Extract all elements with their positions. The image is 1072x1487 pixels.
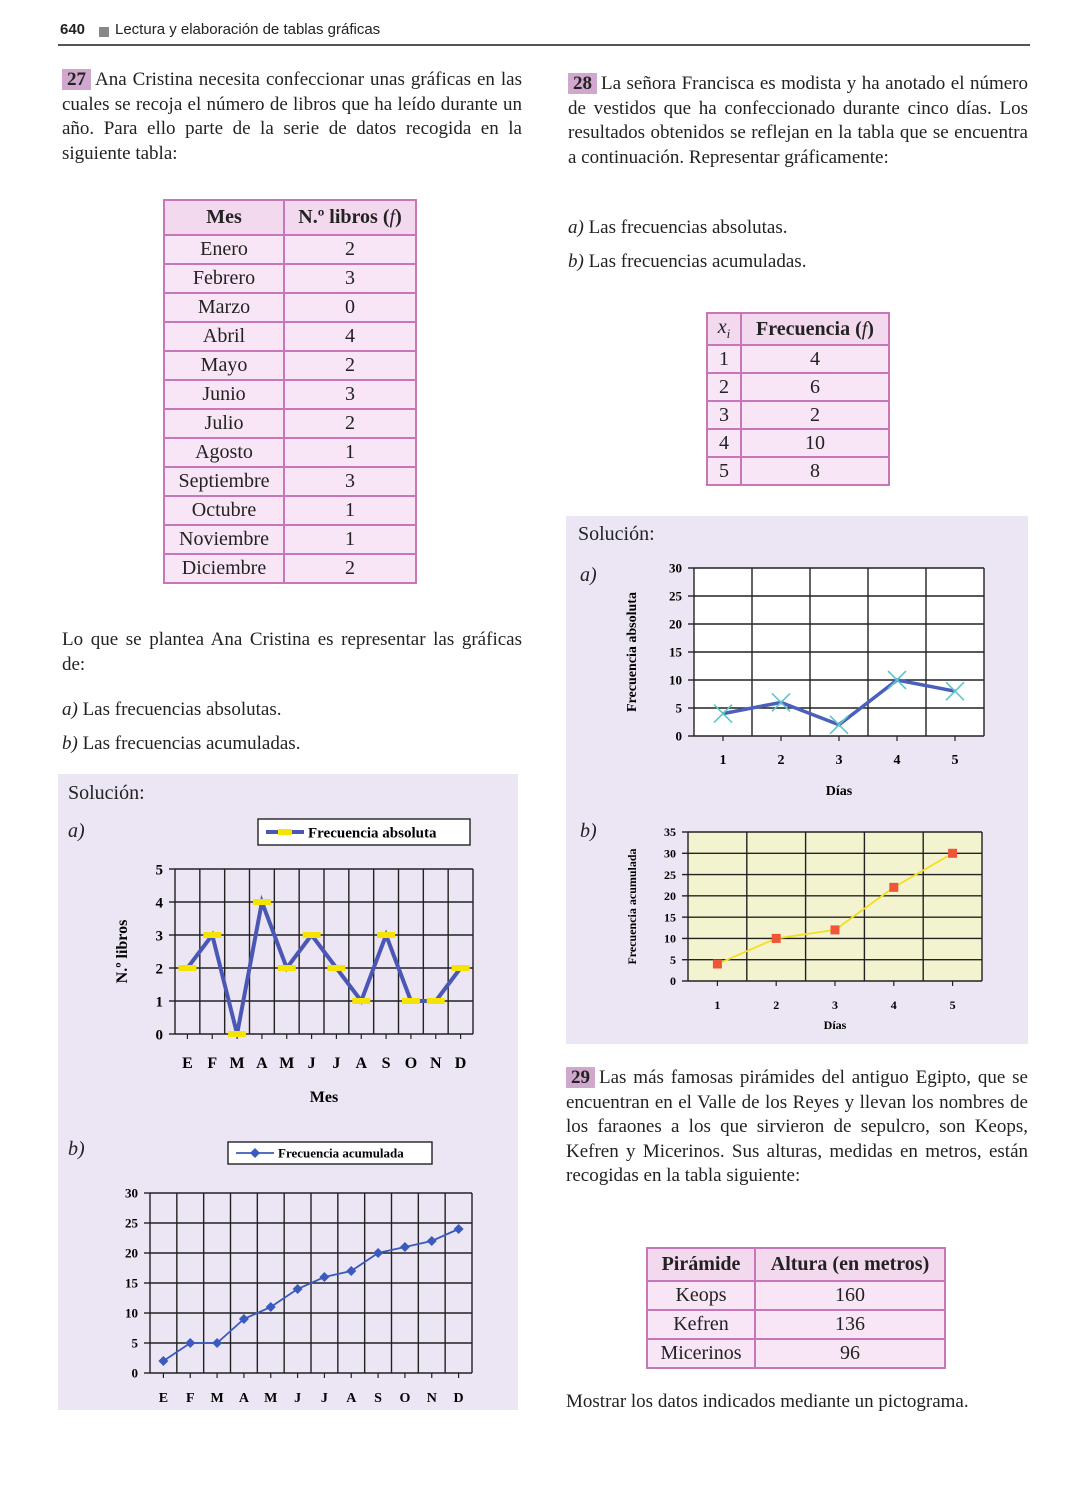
table-row bbox=[164, 409, 416, 438]
data-point bbox=[327, 965, 345, 971]
y-tick-label: 30 bbox=[125, 1185, 138, 1201]
x-tick-label: F bbox=[185, 1391, 195, 1406]
data-point bbox=[352, 998, 370, 1004]
exercise-29-number: 29 bbox=[566, 1067, 595, 1088]
y-tick-label: 4 bbox=[155, 895, 163, 912]
table-cell: Agosto bbox=[164, 438, 284, 467]
table-row bbox=[164, 525, 416, 554]
x-tick-label: J bbox=[294, 1391, 302, 1406]
y-axis-title: Frecuencia acumulada bbox=[625, 848, 639, 965]
table-row bbox=[707, 345, 889, 373]
table-cell: 96 bbox=[755, 1339, 945, 1368]
table-cell: 4 bbox=[707, 429, 741, 457]
x-tick-label: D bbox=[453, 1391, 464, 1406]
table-row bbox=[164, 380, 416, 409]
exercise-27-item-b: b) Las frecuencias acumuladas. bbox=[62, 733, 301, 754]
pyramids-table bbox=[646, 1247, 946, 1369]
y-tick-label: 20 bbox=[669, 616, 682, 632]
table-cell: 2 bbox=[707, 373, 741, 401]
table-row bbox=[164, 554, 416, 583]
chart-27a bbox=[100, 815, 500, 1115]
table-row bbox=[707, 429, 889, 457]
table-cell: 5 bbox=[707, 457, 741, 485]
table-row bbox=[707, 401, 889, 429]
column-header: Mes bbox=[164, 200, 284, 235]
x-tick-label: A bbox=[346, 1391, 357, 1406]
x-tick-label: 4 bbox=[890, 998, 897, 1012]
table-row bbox=[164, 351, 416, 380]
table-cell: Julio bbox=[164, 409, 284, 438]
plot-background bbox=[688, 832, 982, 981]
column-header: $x_i$ bbox=[707, 313, 741, 345]
x-tick-label: J bbox=[307, 1055, 316, 1072]
x-tick-label: 3 bbox=[835, 753, 843, 768]
data-point bbox=[454, 1224, 464, 1234]
x-tick-label: M bbox=[229, 1055, 245, 1072]
table-cell: 3 bbox=[284, 467, 416, 496]
data-point bbox=[402, 998, 420, 1004]
x-tick-label: 1 bbox=[719, 753, 727, 768]
table-row bbox=[164, 467, 416, 496]
table-row bbox=[707, 457, 889, 485]
exercise-28-statement: 28 La señora Francisca es modista y ha anotado el número de vestidos que ha confeccionado durante cinco días. Los resultados obtenidos se reflejan en la tabla que se encuentra a continuación. Representar gráficamente: bbox=[568, 73, 1028, 168]
x-axis-title: Mes bbox=[309, 1089, 339, 1106]
legend-marker bbox=[278, 829, 292, 835]
y-axis-title: Frecuencia absoluta bbox=[625, 592, 640, 712]
x-tick-label: J bbox=[320, 1391, 328, 1406]
table-cell: Kefren bbox=[647, 1310, 755, 1339]
table-row bbox=[707, 373, 889, 401]
chart-a-label: a) bbox=[580, 564, 597, 586]
table-cell: Junio bbox=[164, 380, 284, 409]
data-point bbox=[373, 1248, 383, 1258]
data-point bbox=[278, 965, 296, 971]
data-point bbox=[228, 1031, 246, 1037]
x-tick-label: M bbox=[210, 1391, 224, 1406]
data-point bbox=[185, 1338, 195, 1348]
x-tick-label: A bbox=[355, 1055, 368, 1072]
x-tick-label: 1 bbox=[714, 998, 721, 1012]
y-tick-label: 5 bbox=[155, 862, 163, 879]
table-cell: 3 bbox=[707, 401, 741, 429]
column-header: Frecuencia (f) bbox=[741, 313, 889, 345]
books-table bbox=[163, 199, 417, 584]
y-axis-title: N.º libros bbox=[114, 919, 131, 984]
x-tick-label: 3 bbox=[832, 998, 838, 1012]
y-tick-label: 25 bbox=[664, 867, 676, 882]
y-tick-label: 5 bbox=[131, 1335, 138, 1351]
x-tick-label: J bbox=[332, 1055, 341, 1072]
x-tick-label: S bbox=[381, 1055, 391, 1072]
y-tick-label: 5 bbox=[675, 700, 682, 716]
x-tick-label: E bbox=[158, 1391, 169, 1406]
data-point bbox=[319, 1272, 329, 1282]
exercise-29-closing: Mostrar los datos indicados mediante un pictograma. bbox=[566, 1391, 969, 1412]
data-point bbox=[203, 932, 221, 938]
column-header: Pirámide bbox=[647, 1248, 755, 1281]
table-row bbox=[164, 438, 416, 467]
data-point bbox=[253, 899, 271, 905]
table-cell: 2 bbox=[284, 351, 416, 380]
chart-28b bbox=[610, 820, 1020, 1040]
table-cell: 3 bbox=[284, 264, 416, 293]
x-tick-label: O bbox=[399, 1391, 411, 1406]
table-cell: Mayo bbox=[164, 351, 284, 380]
data-point bbox=[831, 925, 840, 934]
data-point bbox=[400, 1242, 410, 1252]
table-cell: Micerinos bbox=[647, 1339, 755, 1368]
x-tick-label: N bbox=[429, 1055, 442, 1072]
y-tick-label: 30 bbox=[669, 560, 682, 576]
solution-label: Solución: bbox=[68, 782, 145, 804]
square-bullet-icon bbox=[99, 27, 109, 37]
exercise-27-number: 27 bbox=[62, 69, 91, 90]
x-axis-title: Días bbox=[825, 784, 853, 799]
exercise-29-statement: 29 Las más famosas pirámides del antiguo Egipto, que se encuentran en el Valle de los Reyes y llevan los nombres de los faraones a los que sirvieron de sepulcro, son Keops, Kefren y Micerinos. Sus alturas, medidas en metros, están recogidas en la tabla siguiente: bbox=[566, 1067, 1028, 1186]
y-tick-label: 0 bbox=[155, 1027, 163, 1044]
table-cell: Marzo bbox=[164, 293, 284, 322]
chart-b-label: b) bbox=[68, 1138, 85, 1160]
table-cell: 2 bbox=[284, 554, 416, 583]
data-point bbox=[266, 1302, 276, 1312]
data-point bbox=[346, 1266, 356, 1276]
y-tick-label: 15 bbox=[664, 910, 676, 925]
table-cell: Octubre bbox=[164, 496, 284, 525]
solution-label: Solución: bbox=[578, 523, 655, 545]
x-tick-label: O bbox=[404, 1055, 418, 1072]
y-tick-label: 15 bbox=[669, 644, 682, 660]
page-number: 640 bbox=[60, 21, 86, 38]
dresses-table bbox=[706, 312, 890, 486]
y-tick-label: 0 bbox=[675, 728, 682, 744]
data-point bbox=[427, 1236, 437, 1246]
table-cell: 2 bbox=[284, 409, 416, 438]
y-tick-label: 30 bbox=[664, 846, 676, 861]
page-header bbox=[58, 18, 1030, 46]
table-row bbox=[164, 293, 416, 322]
section-title: Lectura y elaboración de tablas gráficas bbox=[115, 21, 381, 38]
table-cell: 2 bbox=[284, 235, 416, 264]
table-cell: 0 bbox=[284, 293, 416, 322]
y-tick-label: 0 bbox=[670, 974, 676, 989]
exercise-27-statement: 27 Ana Cristina necesita confeccionar unas gráficas en las cuales se recoja el número de libros que ha leído durante un año. Para ello parte de la serie de datos recogida en la siguiente tabla: bbox=[62, 69, 522, 164]
y-tick-label: 10 bbox=[669, 672, 682, 688]
table-cell: 3 bbox=[284, 380, 416, 409]
y-tick-label: 1 bbox=[155, 994, 163, 1011]
legend-entry: Frecuencia acumulada bbox=[278, 1145, 404, 1161]
exercise-28-item-a: a) Las frecuencias absolutas. bbox=[568, 217, 788, 238]
exercise-27-followup: Lo que se plantea Ana Cristina es representar las gráficas de: bbox=[62, 629, 522, 675]
table-cell: Diciembre bbox=[164, 554, 284, 583]
data-point bbox=[158, 1356, 168, 1366]
table-cell: 1 bbox=[284, 438, 416, 467]
exercise-27-item-a: a) Las frecuencias absolutas. bbox=[62, 699, 282, 720]
y-tick-label: 5 bbox=[670, 952, 676, 967]
table-cell: Septiembre bbox=[164, 467, 284, 496]
table-cell: 136 bbox=[755, 1310, 945, 1339]
table-cell: 1 bbox=[707, 345, 741, 373]
column-header: N.º libros (f) bbox=[284, 200, 416, 235]
data-point bbox=[178, 965, 196, 971]
data-point bbox=[948, 849, 957, 858]
table-row bbox=[164, 235, 416, 264]
table-cell: 160 bbox=[755, 1281, 945, 1310]
chart-28a bbox=[610, 555, 1020, 805]
legend-entry: Frecuencia absoluta bbox=[308, 825, 437, 842]
data-point bbox=[772, 934, 781, 943]
y-tick-label: 0 bbox=[131, 1365, 138, 1381]
x-tick-label: F bbox=[207, 1055, 218, 1072]
table-row bbox=[164, 264, 416, 293]
y-tick-label: 3 bbox=[155, 928, 163, 945]
chart-a-label: a) bbox=[68, 820, 85, 842]
x-tick-label: N bbox=[426, 1391, 437, 1406]
table-row bbox=[647, 1281, 945, 1310]
y-tick-label: 15 bbox=[125, 1275, 138, 1291]
table-cell: 2 bbox=[741, 401, 889, 429]
table-row bbox=[164, 322, 416, 351]
exercise-28-item-b: b) Las frecuencias acumuladas. bbox=[568, 251, 807, 272]
data-point bbox=[377, 932, 395, 938]
table-cell: 6 bbox=[741, 373, 889, 401]
chart-b-label: b) bbox=[580, 820, 597, 842]
x-tick-label: 4 bbox=[893, 753, 901, 768]
y-tick-label: 10 bbox=[125, 1305, 138, 1321]
table-cell: 1 bbox=[284, 525, 416, 554]
y-tick-label: 20 bbox=[664, 889, 676, 904]
table-cell: Noviembre bbox=[164, 525, 284, 554]
table-cell: 8 bbox=[741, 457, 889, 485]
data-point bbox=[452, 965, 470, 971]
data-point bbox=[889, 883, 898, 892]
table-cell: Keops bbox=[647, 1281, 755, 1310]
table-cell: 10 bbox=[741, 429, 889, 457]
table-row bbox=[647, 1339, 945, 1368]
y-tick-label: 25 bbox=[125, 1215, 138, 1231]
y-tick-label: 25 bbox=[669, 588, 682, 604]
y-tick-label: 20 bbox=[125, 1245, 138, 1261]
y-tick-label: 2 bbox=[155, 961, 163, 978]
x-axis-title: Días bbox=[823, 1018, 847, 1032]
table-cell: 1 bbox=[284, 496, 416, 525]
data-point bbox=[713, 959, 722, 968]
table-cell: 4 bbox=[284, 322, 416, 351]
table-row bbox=[164, 496, 416, 525]
chart-27b bbox=[100, 1138, 500, 1406]
x-tick-label: S bbox=[374, 1391, 382, 1406]
exercise-28-number: 28 bbox=[568, 73, 597, 94]
table-cell: Enero bbox=[164, 235, 284, 264]
table-cell: 4 bbox=[741, 345, 889, 373]
x-tick-label: A bbox=[238, 1391, 249, 1406]
data-point bbox=[303, 932, 321, 938]
y-tick-label: 10 bbox=[664, 931, 676, 946]
y-tick-label: 35 bbox=[664, 825, 676, 840]
column-header: Altura (en metros) bbox=[755, 1248, 945, 1281]
x-tick-label: M bbox=[264, 1391, 278, 1406]
table-cell: Febrero bbox=[164, 264, 284, 293]
data-point bbox=[293, 1284, 303, 1294]
x-tick-label: E bbox=[182, 1055, 193, 1072]
data-point bbox=[427, 998, 445, 1004]
table-row bbox=[647, 1310, 945, 1339]
x-tick-label: 5 bbox=[951, 753, 959, 768]
x-tick-label: M bbox=[279, 1055, 295, 1072]
x-tick-label: D bbox=[454, 1055, 467, 1072]
x-tick-label: A bbox=[256, 1055, 268, 1072]
x-tick-label: 5 bbox=[949, 998, 956, 1012]
x-tick-label: 2 bbox=[773, 998, 780, 1012]
table-cell: Abril bbox=[164, 322, 284, 351]
x-tick-label: 2 bbox=[777, 753, 785, 768]
